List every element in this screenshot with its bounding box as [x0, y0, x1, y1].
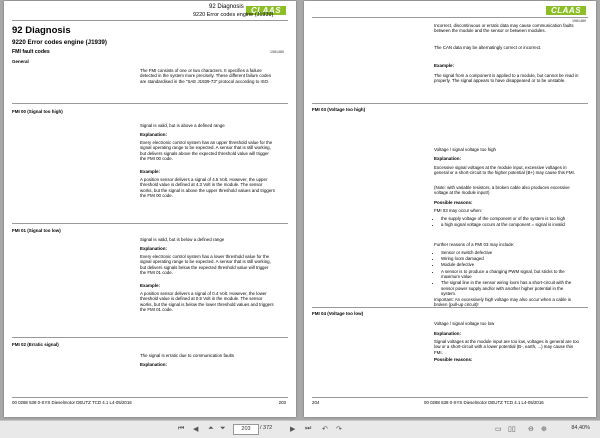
page-up-icon[interactable]: ⏶ — [208, 425, 214, 432]
separator — [12, 337, 288, 338]
page-203 — [4, 1, 296, 417]
footer-separator — [312, 397, 588, 398]
fmi03-important: Important: An excessively high voltage may also occur when a cable is broken (pull-up circuit)! — [434, 297, 571, 308]
doc-code: 1981489 — [270, 50, 284, 54]
list-item: • The signal line in the sensor wiring loom has a short-circuit with the sensor power supply and/or with another higher potential in the system. — [441, 280, 576, 296]
fmi01-ex: A position sensor delivers a signal of 0.4 Volt. However, the lower threshold value is defined at 0.5 Volt in the module. The sensor works, but the signal is below the lower threshold values and triggers the FMI 01 code. — [140, 291, 274, 313]
fmi03-further-list — [434, 250, 576, 297]
viewer-toolbar — [0, 420, 600, 438]
fmi01-expl-label: Explanation: — [140, 246, 168, 251]
prev-page-icon[interactable]: ◀ — [193, 426, 199, 433]
footer-separator — [12, 397, 288, 398]
fmi00-title: FMI 00 (Signal too high) — [12, 109, 63, 114]
fmi03-expl-label: Explanation: — [434, 156, 462, 161]
claas-logo: CLAAS — [246, 5, 286, 16]
separator — [312, 103, 588, 104]
next-page-icon[interactable]: ▶ — [290, 426, 296, 433]
fmi02-continued-text: Incorrect, discontinuous or erratic data may cause communication faults between the module and the sensor or between modules. — [434, 23, 574, 34]
claas-logo: CLAAS — [546, 5, 586, 16]
fmi03-note: (Note: with variable resistors, a broken cable also produces excessive voltage at the module input!) — [434, 185, 570, 196]
page-down-icon[interactable]: ⏷ — [220, 425, 226, 432]
fmi00-expl-label: Explanation: — [140, 132, 168, 137]
fmi03-reasons-label: Possible reasons: — [434, 200, 473, 205]
general-heading: General — [12, 59, 29, 64]
fmi01-ex-label: Example: — [140, 283, 161, 288]
fmi02-title: FMI 02 (Erratic signal) — [12, 342, 59, 347]
fmi04-reasons-label: Possible reasons: — [434, 357, 473, 362]
fmi03-title: FMI 03 (Voltage too high) — [312, 107, 366, 112]
example-label: Example: — [434, 63, 455, 68]
last-page-icon[interactable]: ⏭ — [305, 425, 312, 432]
fit-page-icon[interactable]: ▭ — [495, 426, 502, 433]
page-number: 204 — [312, 400, 320, 405]
doc-code: 1981489 — [572, 19, 586, 23]
page-number: 203 — [278, 400, 286, 405]
page-number-input[interactable]: 203 — [233, 424, 259, 435]
fmi00-ex: A position sensor delivers a signal of 4.5 Volt. However, the upper threshold value is defined at 4.3 Volt in the module. The sensor works, but the signal is above the upper threshold values and triggers the FMI 00 code. — [140, 177, 275, 199]
two-page-icon[interactable]: ▯▯ — [508, 426, 516, 433]
chapter-title: 92 Diagnosis — [12, 25, 71, 36]
page-footer: 00 0288 538 0-SYS Dieselmotor DEUTZ TCD 4.1 L4-05/2016 — [12, 400, 132, 405]
page-footer: 00 0288 538 0-SYS Dieselmotor DEUTZ TCD 4.1 L4-05/2016 — [424, 400, 544, 405]
list-item: • Wiring loom damaged — [441, 256, 576, 261]
zoom-level[interactable]: 84,40% — [571, 425, 590, 431]
header-subtitle: 9220 Error codes engine (J1939) — [193, 12, 274, 18]
fmi01-desc: Signal is valid, but is below a defined range — [140, 237, 225, 242]
zoom-out-icon[interactable]: ⊖ — [528, 426, 534, 433]
fmi00-desc: Signal is valid, but is above a defined range — [140, 123, 225, 128]
fmi00-ex-label: Example: — [140, 169, 161, 174]
fmi03-reasons-intro: FMI 03 may occur when: — [434, 208, 483, 213]
fmi02-expl-label: Explanation: — [140, 362, 168, 367]
intro-text: The FMI consists of one or two characters. It specifies a failure detected in the system more precisely. These different failure codes are standardised in the "SAE J1939-73" protocol according to ISO. — [140, 68, 272, 84]
list-item: • a high signal voltage occurs at the component = signal is invalid — [441, 222, 573, 227]
list-item: • the supply voltage of the component or of the system is too high — [441, 216, 573, 221]
separator — [312, 307, 588, 308]
list-item: • A sensor is to produce a changing PWM signal, but sticks to the maximum value — [441, 269, 576, 280]
header-separator — [12, 20, 288, 21]
separator — [12, 223, 288, 224]
fmi03-desc: Voltage / signal voltage too high — [434, 147, 497, 152]
fmi02-desc: The signal is erratic due to communication faults — [140, 353, 234, 358]
header-title: 92 Diagnosis — [209, 4, 244, 10]
fmi01-expl: Every electronic control system has a lower threshold value for the signal operating range to be expected. A sensor that is still working, but delivers signals below the expected threshold value will trigger the FMI 01 code. — [140, 254, 271, 276]
fmi04-expl-label: Explanation: — [434, 331, 462, 336]
separator — [12, 103, 288, 104]
fmi04-desc: Voltage / signal voltage too low — [434, 321, 495, 326]
fmi03-further-text: Further reasons of a FMI 03 may include: — [434, 242, 515, 247]
fmi00-expl: Every electronic control system has an upper threshold value for the signal operating range to be expected. A sensor that is still working, but delivers signals above the expected threshold value will trigger the FMI 00 code. — [140, 140, 273, 162]
list-item: • Module defective — [441, 262, 576, 267]
fmi04-expl: Signal voltages at the module input are too low, voltages in general are too low or a short-circuit with a lower potential (B-, earth, ...) may cause this FMI. — [434, 339, 579, 355]
total-pages: / 372 — [260, 425, 273, 431]
section-title: 9220 Error codes engine (J1939) — [12, 39, 107, 46]
page-204 — [304, 1, 596, 417]
fmi01-title: FMI 01 (Signal too low) — [12, 228, 61, 233]
first-page-icon[interactable]: ⏮ — [178, 425, 185, 432]
zoom-in-icon[interactable]: ⊕ — [541, 426, 547, 433]
subsection-title: FMI fault codes — [12, 49, 50, 55]
header-separator — [312, 17, 588, 18]
list-item: • Sensor or switch defective — [441, 250, 576, 255]
can-data-text: The CAN data may be alternatingly correct or incorrect. — [434, 45, 542, 50]
fmi03-expl: Excessive signal voltages at the module input, excessive voltages in general or a short-circuit to the higher potential (B+) may cause this FMI. — [434, 165, 575, 176]
fmi04-title: FMI 04 (Voltage too low) — [312, 311, 364, 316]
example-text: The signal from a component is applied to a module, but cannot be read in properly. The signal appears to have disappeared or to be unstable. — [434, 73, 579, 84]
back-icon[interactable]: ↶ — [322, 426, 328, 433]
forward-icon[interactable]: ↷ — [336, 426, 342, 433]
fmi03-conditions-list — [434, 216, 573, 228]
